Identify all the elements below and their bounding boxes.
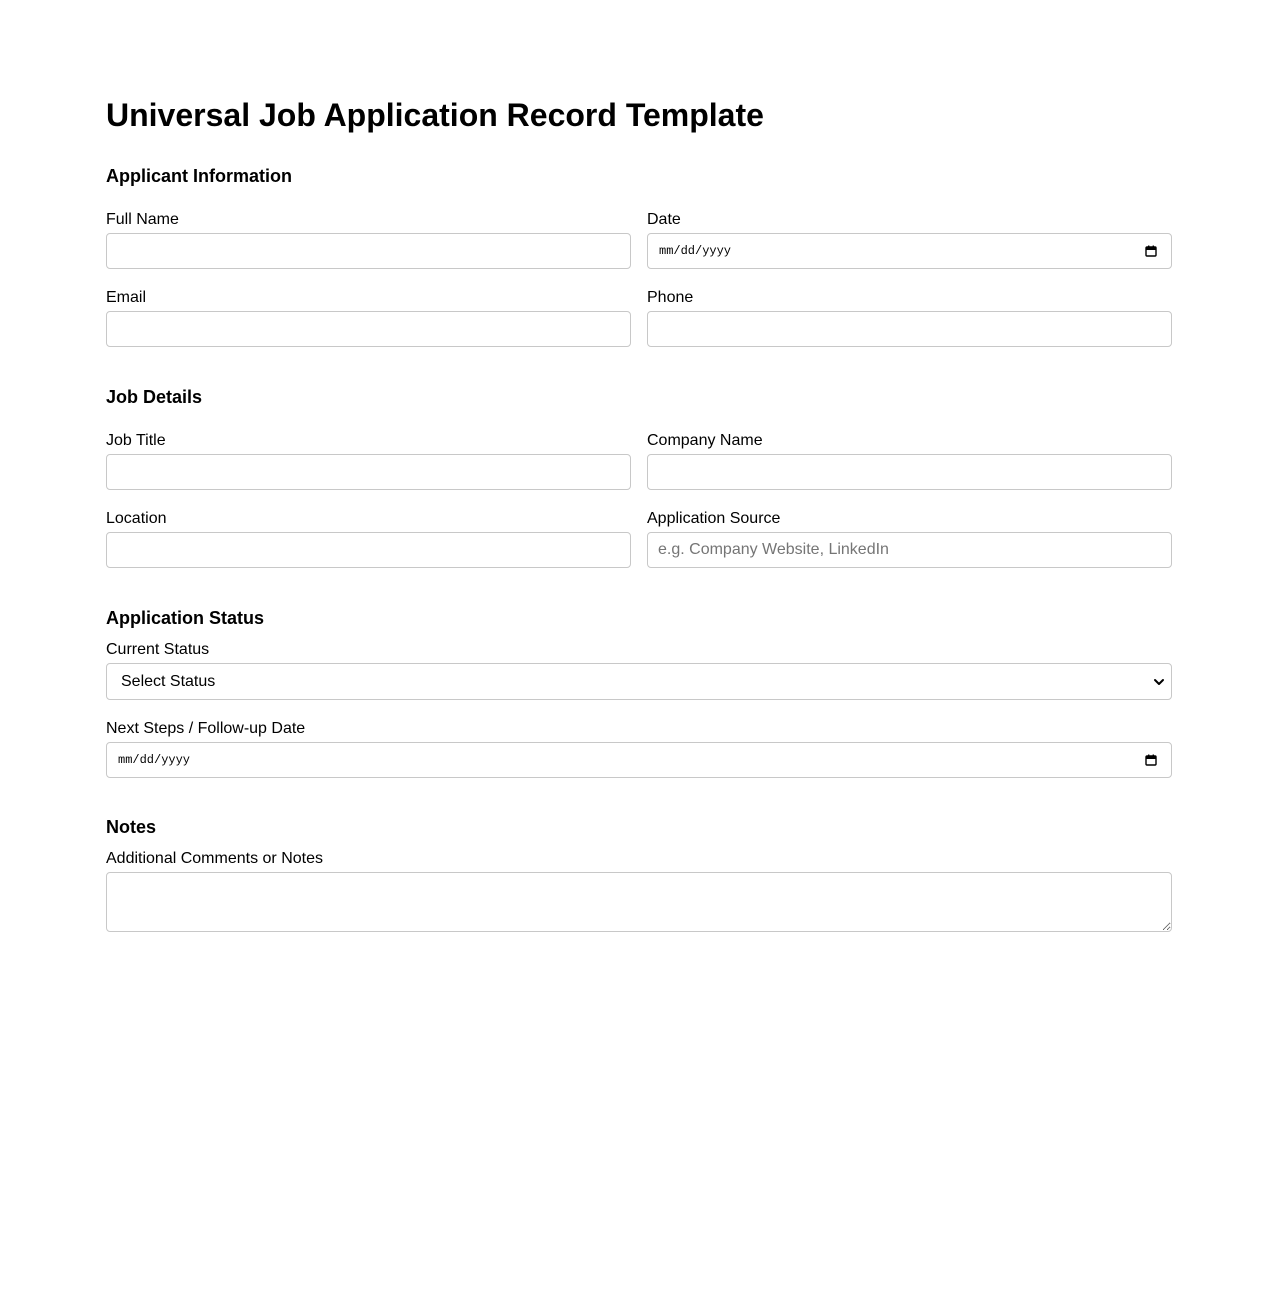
section-heading-applicant: Applicant Information [106, 166, 292, 186]
next-steps-label: Next Steps / Follow-up Date [106, 720, 306, 737]
company-name-input[interactable] [647, 454, 1172, 490]
comments-textarea[interactable] [106, 872, 1172, 932]
calendar-icon[interactable] [1145, 245, 1157, 257]
date-label: Date [647, 211, 681, 228]
email-input[interactable] [106, 311, 631, 347]
job-title-label: Job Title [106, 432, 166, 449]
section-heading-notes: Notes [106, 817, 157, 837]
full-name-input[interactable] [106, 233, 631, 269]
next-steps-date-input[interactable] [106, 742, 1172, 778]
chevron-down-icon [1153, 676, 1165, 688]
current-status-select[interactable] [106, 663, 1172, 700]
email-label: Email [106, 289, 147, 306]
location-input[interactable] [106, 532, 631, 568]
phone-input[interactable] [647, 311, 1172, 347]
calendar-icon[interactable] [1145, 754, 1157, 766]
application-source-input[interactable] [647, 532, 1172, 568]
date-input[interactable] [647, 233, 1172, 269]
current-status-label: Current Status [106, 641, 210, 658]
location-label: Location [106, 510, 167, 527]
phone-label: Phone [647, 289, 694, 306]
date-input-value: mm/dd/yyyy [659, 244, 732, 258]
next-steps-date-value: mm/dd/yyyy [118, 753, 191, 767]
current-status-selected-value: Select Status [121, 673, 216, 690]
full-name-label: Full Name [106, 211, 179, 228]
page-title: Universal Job Application Record Template [106, 97, 764, 133]
section-heading-application-status: Application Status [106, 608, 265, 628]
job-title-input[interactable] [106, 454, 631, 490]
company-name-label: Company Name [647, 432, 763, 449]
comments-label: Additional Comments or Notes [106, 850, 323, 867]
section-heading-job-details: Job Details [106, 387, 203, 407]
application-source-label: Application Source [647, 510, 781, 527]
